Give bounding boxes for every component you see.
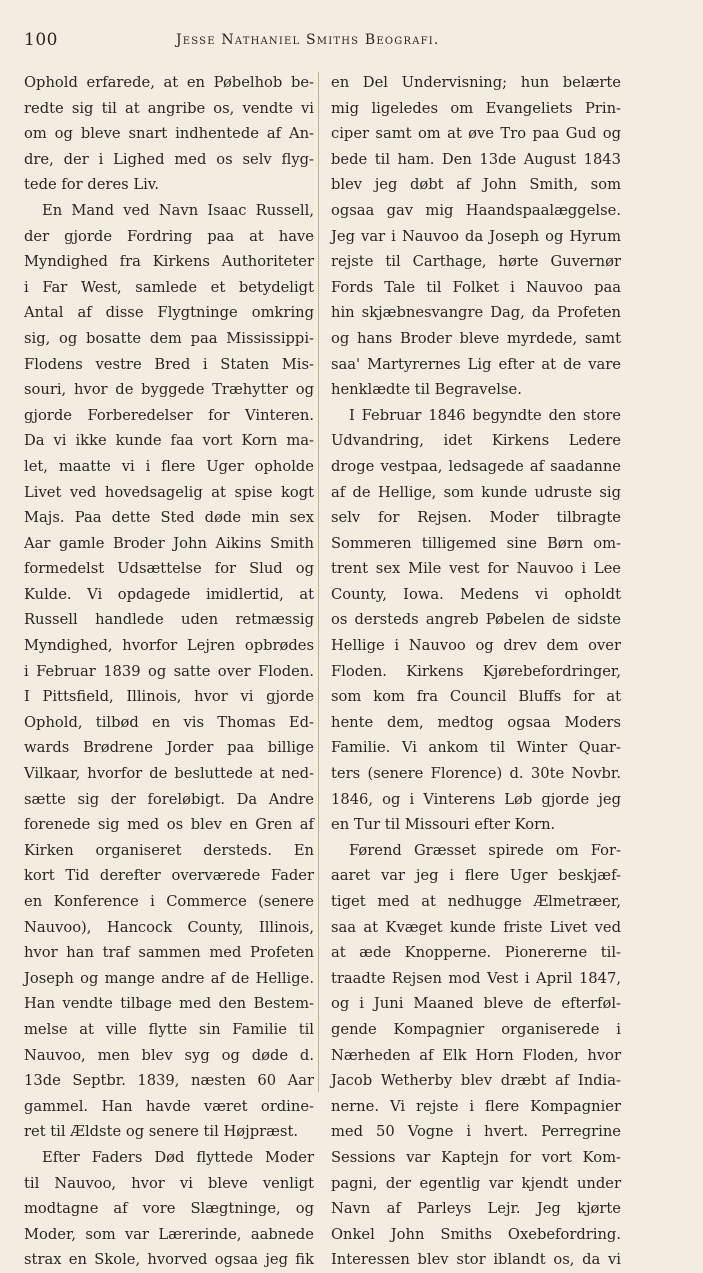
text-line: sætte sig der foreløbigt. Da Andre — [24, 790, 314, 808]
text-line: og hans Broder bleve myrdede, samt — [331, 329, 621, 347]
text-line: og i Juni Maaned bleve de efterføl- — [331, 995, 621, 1013]
left-text-column — [24, 70, 314, 1273]
text-line: Ophold erfarede, at en Pøbelhob be- — [24, 74, 314, 91]
text-line: Ophold, tilbød en vis Thomas Ed- — [24, 713, 314, 731]
text-line: bede til ham. Den 13de August 1843 — [331, 150, 621, 168]
text-line: Interessen blev stor iblandt os, da vi — [331, 1251, 621, 1269]
text-line: tiget med at nedhugge Ælmetræer, — [331, 893, 621, 910]
text-line: selv for Rejsen. Moder tilbragte — [331, 509, 621, 527]
text-line: Antal af disse Flygtninge omkring — [24, 304, 314, 322]
text-line: County, Iowa. Medens vi opholdt — [331, 585, 621, 603]
text-line: en Tur til Missouri efter Korn. — [331, 816, 556, 834]
text-line: ciper samt om at øve Tro paa Gud og — [331, 125, 621, 143]
text-line: Floden. Kirkens Kjørebefordringer, — [331, 662, 621, 680]
text-line: Russell handlede uden retmæssig — [24, 611, 314, 629]
text-line: dre, der i Lighed med os selv flyg- — [24, 150, 314, 168]
text-line: Flodens vestre Bred i Staten Mis- — [24, 355, 314, 373]
text-line: ogsaa gav mig Haandspaalæggelse. — [331, 201, 621, 219]
text-line: 1846, og i Vinterens Løb gjorde jeg — [331, 790, 621, 808]
text-line: Jeg var i Nauvoo da Joseph og Hyrum — [331, 227, 621, 245]
text-line: mig ligeledes om Evangeliets Prin- — [331, 99, 621, 117]
text-line: pagni, der egentlig var kjendt under — [331, 1174, 621, 1192]
text-line: Majs. Paa dette Sted døde min sex — [24, 509, 314, 527]
text-line: aaret var jeg i flere Uger beskjæf- — [331, 867, 621, 885]
text-line: hvor han traf sammen med Profeten — [24, 944, 314, 962]
text-line: Jacob Wetherby blev dræbt af India- — [331, 1072, 621, 1090]
text-line: En Mand ved Navn Isaac Russell, — [42, 201, 314, 219]
text-line: om og bleve snart indhentede af An- — [24, 125, 314, 143]
text-line: Da vi ikke kunde faa vort Korn ma- — [24, 432, 314, 450]
text-line: i Far West, samlede et betydeligt — [24, 278, 314, 296]
text-line: Han vendte tilbage med den Bestem- — [24, 995, 314, 1013]
text-line: melse at ville flytte sin Familie til — [24, 1020, 314, 1038]
text-line: I Februar 1846 begyndte den store — [349, 406, 621, 424]
text-line: forenede sig med os blev en Gren af — [24, 816, 314, 834]
text-line: Aar gamle Broder John Aikins Smith — [24, 534, 314, 552]
text-line: gammel. Han havde været ordine- — [24, 1097, 314, 1115]
text-line: gende Kompagnier organiserede i — [331, 1020, 621, 1038]
text-line: ret til Ældste og senere til Højpræst. — [24, 1123, 299, 1141]
text-line: Kirken organiseret dersteds. En — [24, 841, 314, 859]
text-line: Familie. Vi ankom til Winter Quar- — [331, 739, 621, 757]
text-line: Navn af Parleys Lejr. Jeg kjørte — [331, 1200, 621, 1218]
text-line: Nauvoo, men blev syg og døde d. — [24, 1046, 314, 1064]
text-line: Førend Græsset spirede om For- — [349, 841, 621, 859]
text-line: at æde Knopperne. Pionererne til- — [331, 944, 621, 962]
text-line: Nauvoo), Hancock County, Illinois, — [24, 918, 314, 936]
text-line: traadte Rejsen mod Vest i April 1847, — [331, 969, 621, 987]
text-line: med 50 Vogne i hvert. Perregrine — [331, 1123, 621, 1141]
right-text-column — [331, 70, 621, 1273]
text-line: os dersteds angreb Pøbelen de sidste — [331, 611, 621, 629]
text-line: strax en Skole, hvorved ogsaa jeg fik — [24, 1251, 314, 1269]
text-line: en Del Undervisning; hun belærte — [331, 74, 621, 91]
text-line: Joseph og mange andre af de Hellige. — [24, 969, 314, 987]
text-line: souri, hvor de byggede Træhytter og — [24, 381, 314, 399]
text-line: rejste til Carthage, hørte Guvernør — [331, 253, 621, 271]
text-line: i Februar 1839 og satte over Floden. — [24, 662, 314, 680]
text-line: henklædte til Begravelse. — [331, 381, 522, 399]
text-line: kort Tid derefter overværede Fader — [24, 867, 314, 885]
running-title: Jesse Nathaniel Smiths Beografi. — [176, 32, 440, 48]
text-line: Sessions var Kaptejn for vort Kom- — [331, 1148, 621, 1166]
text-line: Livet ved hovedsagelig at spise kogt — [24, 483, 314, 501]
text-line: hin skjæbnesvangre Dag, da Profeten — [331, 304, 621, 322]
text-line: Vilkaar, hvorfor de besluttede at ned- — [24, 765, 314, 783]
text-line: let, maatte vi i flere Uger opholde — [24, 457, 314, 475]
text-line: Nærheden af Elk Horn Floden, hvor — [331, 1046, 621, 1064]
text-line: 13de Septbr. 1839, næsten 60 Aar — [24, 1072, 314, 1090]
text-line: Myndighed fra Kirkens Authoriteter — [24, 253, 314, 271]
text-line: Fords Tale til Folket i Nauvoo paa — [331, 278, 621, 296]
text-line: Udvandring, idet Kirkens Ledere — [331, 432, 621, 450]
text-line: Onkel John Smiths Oxebefordring. — [331, 1225, 621, 1243]
text-line: Kulde. Vi opdagede imidlertid, at — [24, 585, 314, 603]
text-line: Myndighed, hvorfor Lejren opbrødes — [24, 637, 314, 655]
text-line: der gjorde Fordring paa at have — [24, 227, 314, 245]
text-line: af de Hellige, som kunde udruste sig — [331, 483, 621, 501]
text-line: til Nauvoo, hvor vi bleve venligt — [24, 1174, 314, 1192]
text-line: Sommeren tilligemed sine Børn om- — [331, 534, 621, 552]
text-line: saa at Kvæget kunde friste Livet ved — [331, 918, 621, 936]
text-line: Hellige i Nauvoo og drev dem over — [331, 637, 621, 655]
text-line: ters (senere Florence) d. 30te Novbr. — [331, 765, 621, 783]
text-line: wards Brødrene Jorder paa billige — [24, 739, 314, 757]
text-line: nerne. Vi rejste i flere Kompagnier — [331, 1097, 621, 1115]
text-line: trent sex Mile vest for Nauvoo i Lee — [331, 560, 621, 578]
text-line: blev jeg døbt af John Smith, som — [331, 176, 621, 194]
text-line: modtagne af vore Slægtninge, og — [24, 1200, 314, 1218]
text-line: redte sig til at angribe os, vendte vi — [24, 99, 314, 117]
text-line: Efter Faders Død flyttede Moder — [42, 1148, 314, 1166]
text-line: I Pittsfield, Illinois, hvor vi gjorde — [24, 688, 314, 706]
text-line: saa' Martyrernes Lig efter at de vare — [331, 355, 621, 373]
column-divider — [318, 72, 319, 1092]
text-line: sig, og bosatte dem paa Mississippi- — [24, 329, 314, 347]
page-number: 100 — [24, 30, 58, 50]
text-line: som kom fra Council Bluffs for at — [331, 688, 621, 706]
text-line: hente dem, medtog ogsaa Moders — [331, 713, 621, 731]
text-line: tede for deres Liv. — [24, 176, 160, 194]
text-line: formedelst Udsættelse for Slud og — [24, 560, 314, 578]
text-line: gjorde Forberedelser for Vinteren. — [24, 406, 314, 424]
page-header — [24, 30, 679, 52]
text-line: Moder, som var Lærerinde, aabnede — [24, 1225, 314, 1243]
text-line: en Konference i Commerce (senere — [24, 893, 314, 910]
text-line: droge vestpaa, ledsagede af saadanne — [331, 457, 621, 475]
